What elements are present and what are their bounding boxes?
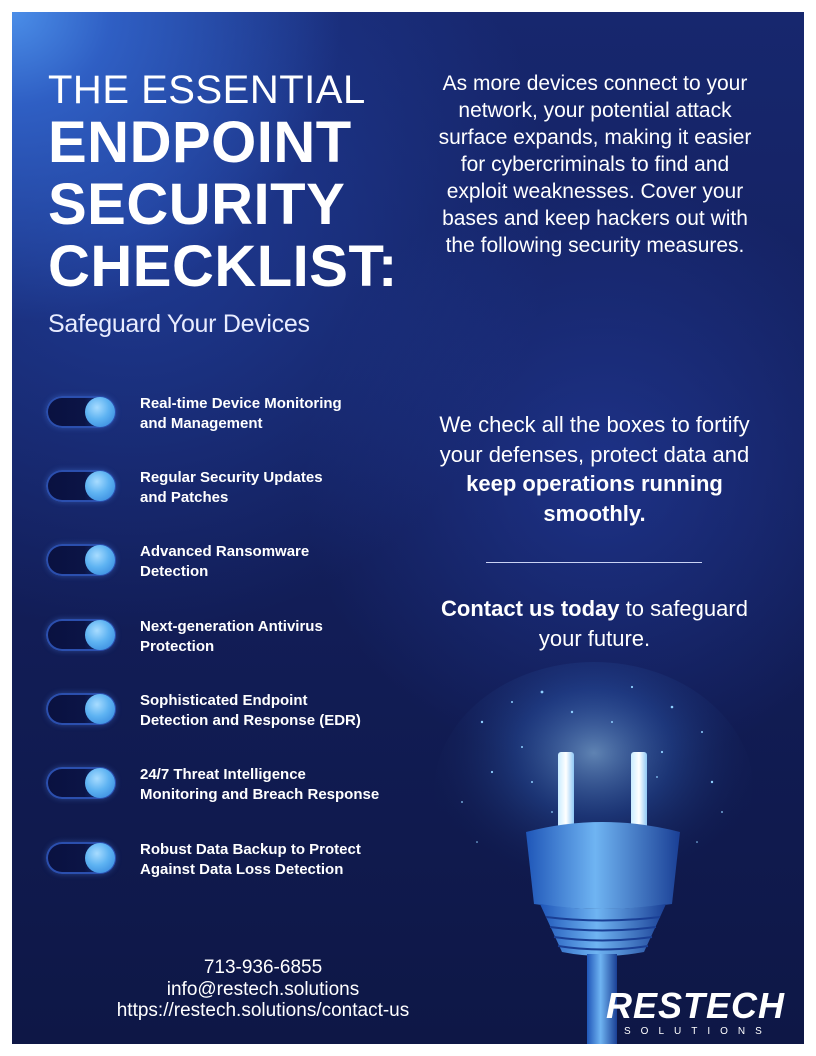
contact-info [82, 957, 444, 1022]
toggle-switch-icon [46, 544, 116, 576]
checklist-item [46, 468, 406, 518]
toggle-switch-icon [46, 619, 116, 651]
phone-number: 713-936-6855 [203, 957, 323, 978]
checklist-item [46, 765, 406, 815]
checklist-item [46, 617, 406, 667]
checklist-item-label: 24/7 Threat Intelligence Monitoring and Breach Response [140, 766, 380, 803]
title-line: SECURITY [48, 172, 346, 237]
title-line: CHECKLIST: [48, 234, 398, 299]
page-title [48, 112, 398, 298]
checklist-item-label: Robust Data Backup to Protect Against Data Loss Detection [140, 841, 361, 878]
toggle-switch-icon [46, 396, 116, 428]
title-line: ENDPOINT [48, 110, 352, 175]
toggle-switch-icon [46, 693, 116, 725]
contact-url: https://restech.solutions/contact-us [116, 1000, 410, 1021]
checklist-item [46, 542, 406, 592]
logo-tagline: SOLUTIONS [624, 1026, 772, 1037]
checklist-item-label: Sophisticated Endpoint Detection and Response (EDR) [140, 692, 361, 729]
checklist-item-label: Advanced Ransomware Detection [140, 543, 310, 580]
checklist-item [46, 840, 406, 890]
toggle-switch-icon [46, 470, 116, 502]
subtitle: Safeguard Your Devices [48, 310, 310, 338]
checklist-item-label: Next-generation Antivirus Protection [140, 618, 323, 655]
pre-title: THE ESSENTIAL [48, 68, 366, 112]
toggle-switch-icon [46, 767, 116, 799]
checklist-item-label: Regular Security Updates and Patches [140, 469, 323, 506]
pitch-text: We check all the boxes to fortify your defenses, protect data and keep operations running smoothly. [439, 412, 750, 526]
email-address: info@restech.solutions [166, 978, 360, 1000]
checklist-item [46, 394, 406, 444]
toggle-switch-icon [46, 842, 116, 874]
divider [486, 562, 702, 563]
restech-logo [606, 985, 802, 1044]
checklist-item-label: Real-time Device Monitoring and Management [140, 395, 342, 432]
poster [12, 12, 804, 1044]
checklist-item [46, 691, 406, 741]
call-to-action: Contact us today to safeguard your future. [441, 596, 748, 651]
intro-paragraph: As more devices connect to your network, your potential attack surface expands, making it easier for cybercriminals to find and exploit weaknesses. Cover your bases and keep hackers out with the following security measures. [438, 72, 752, 257]
logo-wordmark: RESTECH [606, 985, 786, 1026]
